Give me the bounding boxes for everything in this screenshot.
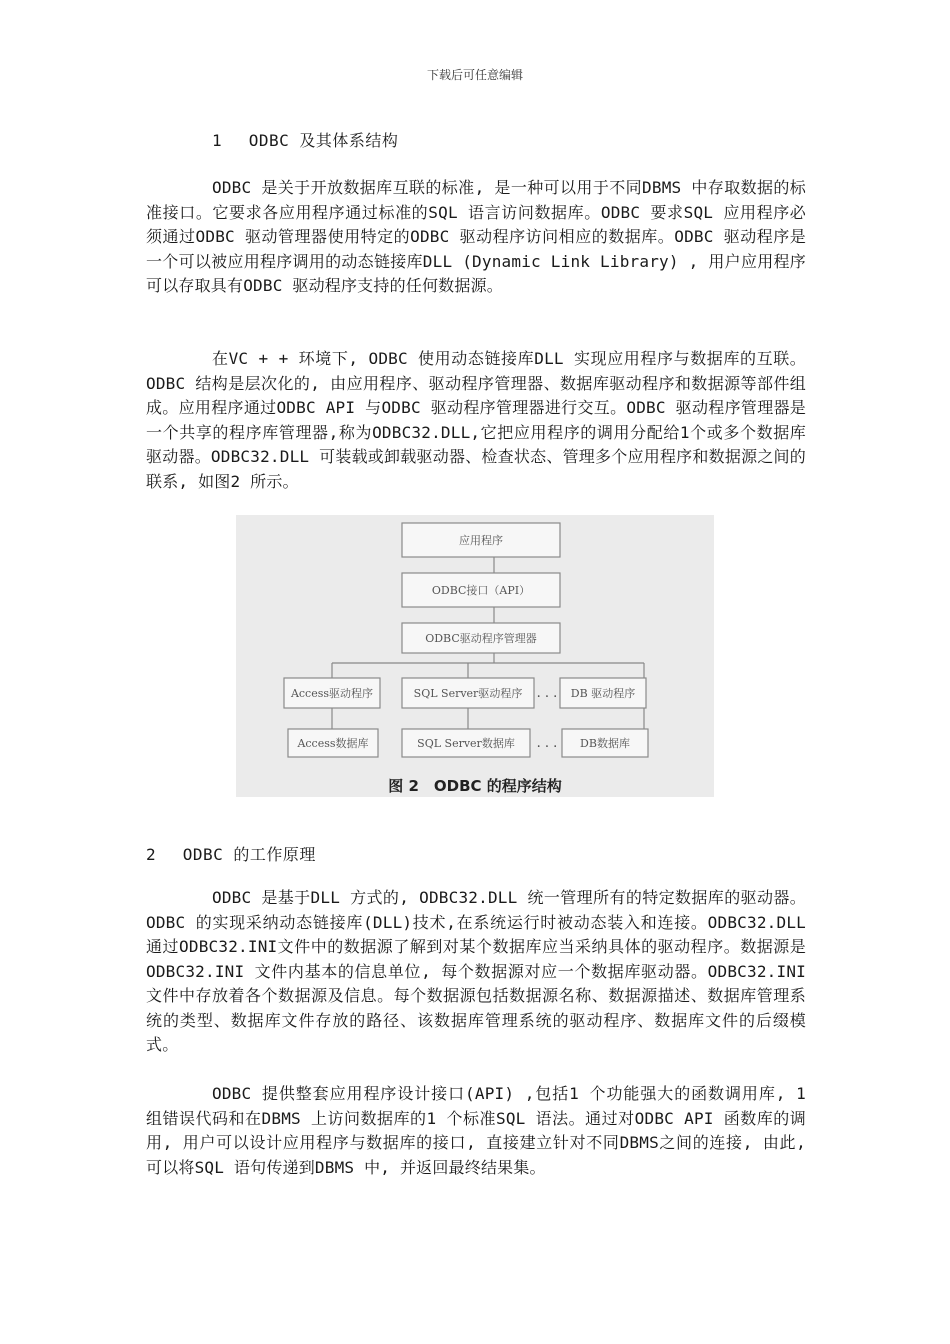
node-api-label: ODBC接口（API） bbox=[431, 584, 531, 597]
node-sql-driver-label: SQL Server驱动程序 bbox=[413, 687, 523, 700]
node-sql-db-label: SQL Server数据库 bbox=[417, 737, 515, 750]
ellipsis-databases: . . . bbox=[536, 736, 558, 751]
ellipsis-drivers: . . . bbox=[536, 686, 558, 701]
paragraph-4: ODBC 提供整套应用程序设计接口(API) ,包括1 个功能强大的函数调用库, 1 组错误代码和在DBMS 上访问数据库的1 个标准SQL 语法。通过对ODBC API 函数库的调用, 用户可以设计应用程序与数据库的接口, 直接建立针对不同DBMS之间的连接, 由此, 可以将SQL 语句传递到DBMS 中, 并返回最终结果集。 bbox=[146, 1084, 806, 1177]
node-access-db-label: Access数据库 bbox=[297, 737, 369, 750]
paragraph-3: ODBC 是基于DLL 方式的, ODBC32.DLL 统一管理所有的特定数据库的驱动器。ODBC 的实现采纳动态链接库(DLL)技术,在系统运行时被动态装入和连接。ODBC32.DLL通过ODBC32.INI文件中的数据源了解到对某个数据库应当采纳具体的驱动程序。数据源是ODBC32.INI 文件内基本的信息单位, 每个数据源对应一个数据库驱动器。ODBC32.INI 文件中存放着各个数据源及信息。每个数据源包括数据源名称、数据源描述、数据库管理系统的类型、数据库文件存放的路径、该数据库管理系统的驱动程序、数据库文件的后缀模式。 bbox=[146, 888, 806, 1054]
node-db-driver-label: DB 驱动程序 bbox=[570, 687, 636, 700]
paragraph-1: ODBC 是关于开放数据库互联的标准, 是一种可以用于不同DBMS 中存取数据的标准接口。它要求各应用程序通过标准的SQL 语言访问数据库。ODBC 要求SQL 应用程序必须通过ODBC 驱动管理器使用特定的ODBC 驱动程序访问相应的数据库。ODBC 驱动程序是一个可以被应用程序调用的动态链接库DLL (Dynamic Link Library) , 用户应用程序可以存取具有ODBC 驱动程序支持的任何数据源。 bbox=[146, 178, 806, 295]
paragraph-2: 在VC + + 环境下, ODBC 使用动态链接库DLL 实现应用程序与数据库的互联。ODBC 结构是层次化的, 由应用程序、驱动程序管理器、数据库驱动程序和数据源等部件组成。应用程序通过ODBC API 与ODBC 驱动程序管理器进行交互。ODBC 驱动程序管理器是一个共享的程序库管理器,称为ODBC32.DLL,它把应用程序的调用分配给1个或多个数据库驱动器。ODBC32.DLL 可装载或卸载驱动器、检查状态、管理多个应用程序和数据源之间的联系, 如图2 所示。 bbox=[146, 349, 806, 491]
page-header: 下载后可任意编辑 bbox=[426, 68, 523, 82]
figure-caption: 图 2 ODBC 的程序结构 bbox=[388, 777, 562, 795]
odbc-structure-diagram bbox=[236, 515, 714, 797]
odbc-structure-figure bbox=[236, 515, 714, 797]
node-app-label: 应用程序 bbox=[459, 534, 503, 547]
section-heading-2: 2 ODBC 的工作原理 bbox=[146, 845, 316, 864]
node-manager-label: ODBC驱动程序管理器 bbox=[425, 632, 537, 645]
node-db-db-label: DB数据库 bbox=[580, 737, 630, 750]
node-access-driver-label: Access驱动程序 bbox=[290, 687, 374, 700]
section-heading-1: 1 ODBC 及其体系结构 bbox=[212, 131, 399, 150]
